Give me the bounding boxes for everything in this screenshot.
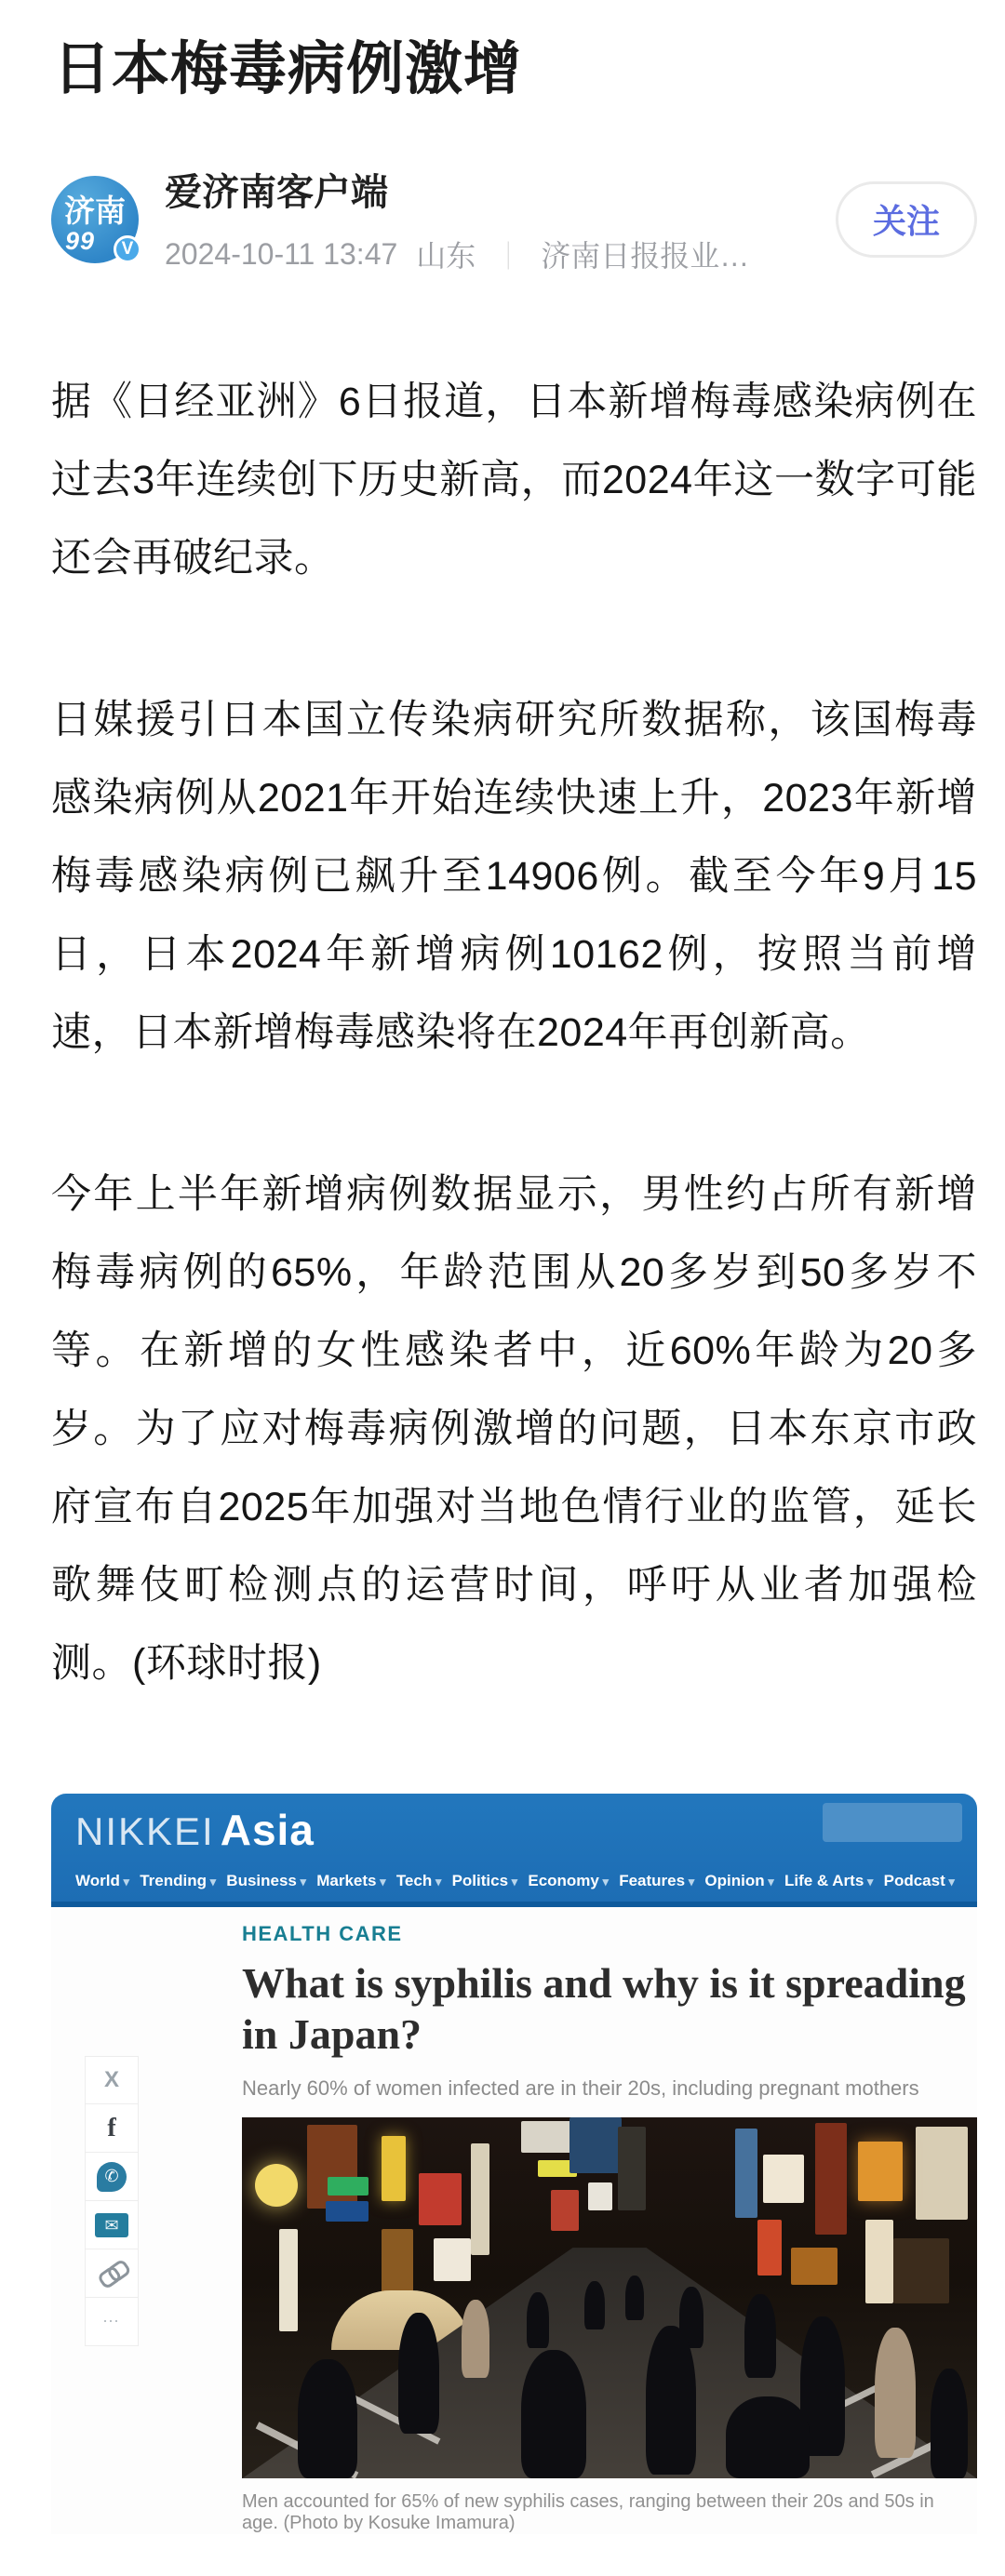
author-name[interactable]: 爱济南客户端 — [165, 172, 388, 213]
pedestrian-silhouette — [726, 2396, 810, 2478]
pedestrian-silhouette — [521, 2350, 586, 2478]
link-icon — [85, 2249, 139, 2298]
neon-sign — [255, 2164, 298, 2207]
embedded-nikkei-screenshot[interactable] — [51, 1794, 977, 2534]
nikkei-header-flag — [823, 1803, 962, 1842]
nikkei-logo-text: NIKKEI — [75, 1809, 215, 1853]
pedestrian-silhouette — [625, 2276, 644, 2320]
meta-divider: ｜ — [494, 242, 523, 273]
nav-item-politics: Politics ▾ — [452, 1872, 518, 1890]
neon-sign — [916, 2127, 968, 2220]
neon-sign — [521, 2121, 577, 2153]
publish-timestamp: 2024-10-11 13:47 — [165, 236, 398, 271]
news-article-page — [0, 22, 1005, 2534]
neon-sign — [763, 2155, 804, 2203]
nav-item-features: Features ▾ — [619, 1872, 694, 1890]
nav-item-tech: Tech ▾ — [396, 1872, 442, 1890]
nav-item-business: Business ▾ — [226, 1872, 306, 1890]
neon-sign — [471, 2143, 489, 2255]
mail-icon: ✉ — [85, 2201, 139, 2249]
avatar-swirl-text: 99 — [65, 226, 96, 255]
street-photo — [242, 2117, 977, 2478]
section-label: HEALTH CARE — [242, 1922, 403, 1945]
article-paragraph: 今年上半年新增病例数据显示，男性约占所有新增梅毒病例的65%，年龄范围从20多岁到50多岁不等。在新增的女性感染者中，近60%年龄为20多岁。为了应对梅毒病例激增的问题，日本东京市政府宣布自2025年加强对当地色情行业的监管，延长歌舞伎町检测点的运营时间，呼吁从业者加强检测。(环球时报) — [51, 1172, 977, 1686]
author-row — [51, 163, 977, 275]
pedestrian-silhouette — [527, 2292, 549, 2348]
pedestrian-silhouette — [931, 2369, 968, 2478]
page-title: 日本梅毒病例激增 — [53, 37, 523, 101]
nav-item-markets: Markets ▾ — [316, 1872, 385, 1890]
neon-sign — [735, 2129, 757, 2218]
article-body — [51, 363, 977, 1702]
pedestrian-silhouette — [584, 2281, 605, 2329]
neon-sign — [279, 2229, 298, 2331]
nav-item-trending: Trending ▾ — [140, 1872, 216, 1890]
pedestrian-silhouette — [875, 2328, 916, 2458]
neon-sign — [865, 2220, 893, 2303]
neon-sign — [570, 2117, 622, 2173]
nikkei-header — [51, 1794, 977, 1907]
nav-item-opinion: Opinion ▾ — [704, 1872, 773, 1890]
article-paragraph: 日媒援引日本国立传染病研究所数据称，该国梅毒感染病例从2021年开始连续快速上升，2023年新增梅毒感染病例已飙升至14906例。截至今年9月15日，日本2024年新增病例10162例，按照当前增速，日本新增梅毒感染将在2024年再创新高。 — [51, 698, 977, 1055]
neon-sign — [326, 2201, 368, 2222]
more-icon: ⋯ — [85, 2298, 139, 2346]
neon-sign — [434, 2238, 471, 2281]
neon-sign — [815, 2123, 847, 2235]
nikkei-nav-bar — [75, 1859, 957, 1902]
pedestrian-silhouette — [462, 2300, 489, 2378]
article-paragraph: 据《日经亚洲》6日报道，日本新增梅毒感染病例在过去3年连续创下历史新高，而2024年这一数字可能还会再破纪录。 — [51, 380, 977, 581]
neon-sign — [757, 2220, 782, 2276]
neon-sign — [858, 2142, 903, 2201]
pedestrian-silhouette — [398, 2313, 439, 2434]
publish-location: 山东 — [416, 239, 476, 273]
facebook-icon: f — [85, 2104, 139, 2153]
pedestrian-silhouette — [646, 2326, 696, 2475]
neon-sign — [791, 2248, 838, 2285]
nav-item-economy: Economy ▾ — [528, 1872, 609, 1890]
neon-sign — [328, 2177, 368, 2196]
whatsapp-icon: ✆ — [85, 2153, 139, 2201]
nikkei-content — [51, 1907, 977, 2534]
verified-badge-icon: V — [114, 235, 141, 263]
neon-sign — [588, 2182, 612, 2210]
photo-caption: Men accounted for 65% of new syphilis cases, ranging between their 20s and 50s in age. (Photo by Kosuke Imamura) — [242, 2491, 934, 2534]
nikkei-subtitle: Nearly 60% of women infected are in their 20s, including pregnant mothers — [242, 2076, 919, 2101]
neon-sign — [893, 2238, 949, 2303]
nav-item-life-arts: Life & Arts ▾ — [784, 1872, 873, 1890]
follow-button[interactable]: 关注 — [836, 181, 977, 258]
share-rail — [85, 2056, 139, 2346]
neon-sign — [307, 2125, 357, 2209]
avatar-text: 济南 — [64, 193, 126, 228]
pedestrian-silhouette — [298, 2359, 357, 2478]
publish-source: 济南日报报业… — [541, 239, 750, 273]
nav-item-world: World ▾ — [75, 1872, 129, 1890]
neon-sign — [382, 2136, 406, 2201]
nikkei-headline: What is syphilis and why is it spreading in Japan? — [242, 1959, 966, 2059]
author-meta — [165, 233, 836, 275]
nav-item-podcast: Podcast ▾ — [884, 1872, 955, 1890]
pedestrian-silhouette — [744, 2294, 776, 2378]
nikkei-logo-asia-text: Asia — [220, 1806, 315, 1854]
nikkei-article — [242, 1922, 977, 2534]
avatar[interactable] — [51, 176, 139, 263]
neon-sign — [618, 2127, 646, 2210]
author-info — [165, 163, 836, 275]
neon-sign — [551, 2190, 579, 2231]
x-icon: X — [85, 2056, 139, 2104]
neon-sign — [419, 2173, 462, 2225]
